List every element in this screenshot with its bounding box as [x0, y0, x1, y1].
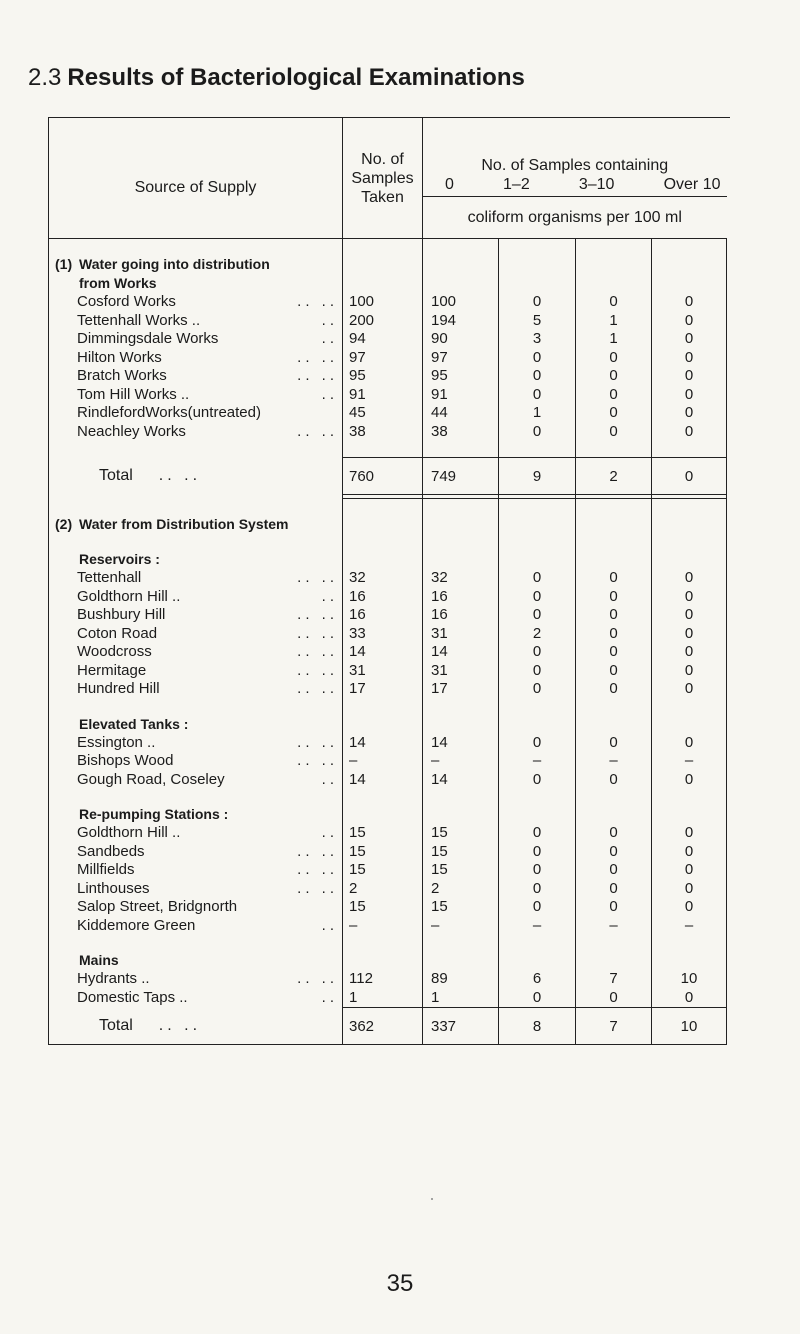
row-name: Sandbeds [77, 842, 145, 860]
header-col-0: 0 [445, 176, 454, 194]
cell-count-0: 15 [423, 898, 499, 917]
header-count-columns [423, 175, 727, 194]
table-row [49, 771, 727, 790]
cell-count-1-2: 0 [499, 386, 576, 405]
cell-count-0: 16 [423, 588, 499, 607]
cell-count-over-10: 0 [652, 643, 727, 662]
cell-count-3-10: 0 [576, 680, 652, 699]
cell-count-0: 2 [423, 880, 499, 899]
row-source [49, 606, 343, 625]
cell-count-0: 31 [423, 662, 499, 681]
cell-samples-taken: 91 [343, 386, 423, 405]
total-count-1-2: 9 [499, 458, 576, 495]
cell-count-3-10: 0 [576, 989, 652, 1008]
row-source [49, 771, 343, 790]
cell-count-1-2: 5 [499, 312, 576, 331]
cell-count-1-2: 0 [499, 843, 576, 862]
cell-count-3-10: 0 [576, 898, 652, 917]
total-label [49, 458, 343, 495]
spacer-row [49, 699, 727, 715]
cell-count-3-10: 0 [576, 824, 652, 843]
cell-count-1-2: 6 [499, 970, 576, 989]
row-source [49, 752, 343, 771]
cell-samples-taken: 16 [343, 588, 423, 607]
row-source [49, 588, 343, 607]
row-name: Linthouses [77, 879, 150, 897]
row-leader-dots: .. .. [297, 422, 338, 440]
row-name: Neachley Works [77, 422, 186, 440]
table-row [49, 898, 727, 917]
table-row [49, 349, 727, 368]
row-name: Salop Street, Bridgnorth [77, 898, 238, 915]
cell-samples-taken: 14 [343, 771, 423, 790]
section-2-number: (2) [55, 516, 73, 532]
cell-samples-taken: 38 [343, 423, 423, 442]
row-name: Bushbury Hill [77, 606, 166, 623]
table-row [49, 970, 727, 989]
page-title [28, 64, 525, 92]
cell-count-over-10: 0 [652, 312, 727, 331]
row-name: Bratch Works [77, 367, 167, 384]
row-name: Woodcross [77, 643, 152, 660]
cell-count-0: 38 [423, 423, 499, 442]
cell-count-over-10: 0 [652, 367, 727, 386]
row-name: Dimmingsdale Works [77, 330, 219, 347]
cell-count-1-2: 0 [499, 880, 576, 899]
header-taken-line1: No. of [361, 150, 404, 168]
cell-count-0: 14 [423, 771, 499, 790]
mains-heading: Mains [79, 952, 119, 968]
cell-samples-taken: 45 [343, 404, 423, 423]
cell-count-3-10: 0 [576, 843, 652, 862]
total-label [49, 1008, 343, 1045]
cell-count-over-10: 0 [652, 386, 727, 405]
row-source [49, 423, 343, 442]
cell-samples-taken: 16 [343, 606, 423, 625]
total-count-0: 337 [423, 1008, 499, 1045]
cell-count-3-10: 1 [576, 312, 652, 331]
total-samples-taken: 760 [343, 458, 423, 495]
cell-count-over-10: – [652, 752, 727, 771]
cell-count-1-2: 0 [499, 898, 576, 917]
table-row [49, 404, 727, 423]
row-source [49, 989, 343, 1008]
cell-count-over-10: 0 [652, 662, 727, 681]
total-row [49, 1008, 727, 1045]
row-source [49, 386, 343, 405]
cell-count-1-2: 0 [499, 824, 576, 843]
cell-count-3-10: 7 [576, 970, 652, 989]
header-col-over-10: Over 10 [663, 176, 721, 194]
table-row [49, 643, 727, 662]
table-row [49, 423, 727, 442]
total-count-3-10: 2 [576, 458, 652, 495]
table-body [49, 239, 727, 1045]
row-name: Hilton Works [77, 348, 162, 366]
cell-samples-taken: 33 [343, 625, 423, 644]
table-row [49, 606, 727, 625]
section-1-title: Water going into distribution [79, 256, 270, 272]
table-row [49, 330, 727, 349]
cell-count-3-10: 0 [576, 386, 652, 405]
row-name: Millfields [77, 861, 135, 878]
cell-count-over-10: 0 [652, 989, 727, 1008]
repumping-heading: Re-pumping Stations : [79, 806, 229, 822]
cell-count-3-10: 0 [576, 771, 652, 790]
cell-count-over-10: 0 [652, 898, 727, 917]
table-row [49, 293, 727, 312]
row-source [49, 569, 343, 588]
row-name: Goldthorn Hill .. [77, 587, 181, 605]
row-leader-dots: .. [321, 385, 338, 403]
total-text: Total [99, 1016, 133, 1034]
row-source [49, 312, 343, 331]
header-samples-containing [423, 118, 727, 197]
cell-count-0: 16 [423, 606, 499, 625]
section-title: Results of Bacteriological Examinations [67, 64, 525, 91]
row-source [49, 643, 343, 662]
cell-count-0: 15 [423, 843, 499, 862]
cell-count-0: 91 [423, 386, 499, 405]
table-row [49, 824, 727, 843]
cell-samples-taken: 1 [343, 989, 423, 1008]
section-2-title: Water from Distribution System [79, 516, 289, 532]
tanks-heading-row [49, 715, 727, 734]
cell-count-0: 100 [423, 293, 499, 312]
total-count-1-2: 8 [499, 1008, 576, 1045]
results-table [48, 118, 727, 1045]
cell-count-1-2: 0 [499, 771, 576, 790]
row-leader-dots: .. .. [297, 879, 338, 897]
cell-count-0: 194 [423, 312, 499, 331]
section-1-number: (1) [55, 256, 73, 272]
cell-samples-taken: 31 [343, 662, 423, 681]
spacer-row [49, 239, 727, 256]
cell-count-0: 15 [423, 824, 499, 843]
cell-count-0: – [423, 917, 499, 936]
row-leader-dots: .. [321, 824, 338, 841]
spacer-row [49, 534, 727, 550]
cell-samples-taken: 100 [343, 293, 423, 312]
cell-samples-taken: 15 [343, 898, 423, 917]
cell-count-1-2: 1 [499, 404, 576, 423]
cell-count-1-2: – [499, 752, 576, 771]
row-source [49, 404, 343, 423]
cell-samples-taken: 15 [343, 843, 423, 862]
cell-count-1-2: 2 [499, 625, 576, 644]
cell-count-0: 97 [423, 349, 499, 368]
row-leader-dots: .. [321, 587, 338, 605]
row-leader-dots: .. [321, 330, 338, 347]
row-name: Coton Road [77, 624, 158, 642]
row-source [49, 680, 343, 699]
cell-count-over-10: 0 [652, 625, 727, 644]
cell-samples-taken: 14 [343, 734, 423, 753]
row-name: Domestic Taps .. [77, 988, 188, 1006]
cell-count-3-10: – [576, 752, 652, 771]
cell-count-0: 14 [423, 643, 499, 662]
row-leader-dots: .. .. [297, 970, 338, 987]
total-dots: .. .. [158, 467, 202, 484]
cell-count-3-10: 0 [576, 569, 652, 588]
cell-count-1-2: 0 [499, 861, 576, 880]
row-leader-dots: .. .. [297, 643, 338, 660]
cell-count-1-2: 0 [499, 569, 576, 588]
cell-count-1-2: 0 [499, 423, 576, 442]
row-name: Hydrants .. [77, 970, 150, 987]
reservoirs-heading-row [49, 550, 727, 569]
row-name: Tom Hill Works .. [77, 385, 190, 403]
row-source [49, 898, 343, 917]
spacer-row [49, 935, 727, 951]
header-unit: coliform organisms per 100 ml [423, 197, 727, 239]
row-leader-dots: .. .. [297, 624, 338, 642]
table-row [49, 569, 727, 588]
cell-count-3-10: 0 [576, 349, 652, 368]
cell-count-1-2: – [499, 917, 576, 936]
cell-count-0: 90 [423, 330, 499, 349]
cell-count-1-2: 0 [499, 349, 576, 368]
row-leader-dots [338, 404, 342, 423]
cell-count-over-10: 0 [652, 349, 727, 368]
row-leader-dots: .. [321, 770, 338, 788]
table-row [49, 861, 727, 880]
row-name: Tettenhall Works .. [77, 311, 201, 329]
row-leader-dots: .. .. [297, 569, 338, 586]
cell-count-3-10: 0 [576, 625, 652, 644]
total-count-3-10: 7 [576, 1008, 652, 1045]
row-leader-dots: .. .. [297, 293, 338, 310]
row-source [49, 970, 343, 989]
cell-count-3-10: 0 [576, 662, 652, 681]
row-source [49, 861, 343, 880]
total-count-0: 749 [423, 458, 499, 495]
cell-samples-taken: 200 [343, 312, 423, 331]
cell-count-3-10: 0 [576, 404, 652, 423]
cell-count-3-10: 0 [576, 880, 652, 899]
row-leader-dots: .. [321, 916, 338, 934]
cell-count-0: 1 [423, 989, 499, 1008]
cell-count-over-10: 0 [652, 843, 727, 862]
cell-count-over-10: 0 [652, 861, 727, 880]
table-row [49, 312, 727, 331]
table-row [49, 588, 727, 607]
row-leader-dots: .. [321, 988, 338, 1006]
table-row [49, 880, 727, 899]
table-row [49, 386, 727, 405]
table-row [49, 367, 727, 386]
mains-heading-row [49, 951, 727, 970]
cell-samples-taken: 17 [343, 680, 423, 699]
row-source [49, 330, 343, 349]
cell-count-1-2: 0 [499, 680, 576, 699]
row-name: Hermitage [77, 661, 147, 679]
spacer-row [49, 499, 727, 516]
cell-count-over-10: 0 [652, 771, 727, 790]
page-number: 35 [386, 1270, 414, 1297]
row-name: Goldthorn Hill .. [77, 824, 181, 841]
cell-count-3-10: 0 [576, 423, 652, 442]
row-source [49, 367, 343, 386]
cell-count-over-10: 0 [652, 680, 727, 699]
row-source [49, 293, 343, 312]
row-leader-dots: .. .. [297, 733, 338, 751]
cell-count-1-2: 0 [499, 293, 576, 312]
cell-count-0: 44 [423, 404, 499, 423]
header-col-3-10: 3–10 [578, 176, 615, 194]
table-row [49, 752, 727, 771]
cell-samples-taken: 14 [343, 643, 423, 662]
total-count-over-10: 0 [652, 458, 727, 495]
section-1-heading [49, 255, 727, 274]
section-number: 2.3 [28, 64, 62, 91]
cell-count-0: 17 [423, 680, 499, 699]
table-row [49, 734, 727, 753]
cell-count-0: 95 [423, 367, 499, 386]
section-1-heading-line2 [49, 274, 727, 293]
header-col-1-2: 1–2 [503, 176, 530, 194]
cell-count-3-10: 0 [576, 588, 652, 607]
total-samples-taken: 362 [343, 1008, 423, 1045]
reservoirs-heading: Reservoirs : [79, 551, 160, 567]
row-source [49, 880, 343, 899]
cell-count-1-2: 0 [499, 662, 576, 681]
cell-count-3-10: 1 [576, 330, 652, 349]
cell-count-3-10: 0 [576, 367, 652, 386]
cell-count-1-2: 0 [499, 734, 576, 753]
cell-samples-taken: 112 [343, 970, 423, 989]
row-leader-dots: .. .. [297, 661, 338, 679]
cell-count-1-2: 0 [499, 643, 576, 662]
cell-count-3-10: 0 [576, 643, 652, 662]
row-leader-dots: .. .. [297, 348, 338, 366]
cell-count-3-10: 0 [576, 734, 652, 753]
row-leader-dots: .. .. [297, 861, 338, 878]
cell-count-0: – [423, 752, 499, 771]
cell-count-over-10: 10 [652, 970, 727, 989]
row-name: Kiddemore Green [77, 916, 196, 934]
row-leader-dots: .. .. [297, 606, 338, 623]
row-name: RindlefordWorks(untreated) [77, 404, 261, 421]
row-name: Gough Road, Coseley [77, 770, 225, 788]
table-row [49, 662, 727, 681]
cell-count-3-10: 0 [576, 861, 652, 880]
header-samples-taken [343, 118, 423, 239]
cell-samples-taken: 95 [343, 367, 423, 386]
row-name: Cosford Works [77, 293, 176, 310]
cell-count-1-2: 0 [499, 989, 576, 1008]
cell-count-0: 31 [423, 625, 499, 644]
cell-samples-taken: 15 [343, 824, 423, 843]
header-taken-line2: Samples [351, 169, 414, 187]
row-source [49, 662, 343, 681]
spacer-row [49, 789, 727, 805]
row-leader-dots: .. [321, 311, 338, 329]
table-row [49, 917, 727, 936]
row-name: Bishops Wood [77, 752, 174, 769]
cell-samples-taken: 2 [343, 880, 423, 899]
cell-samples-taken: 97 [343, 349, 423, 368]
cell-count-0: 14 [423, 734, 499, 753]
cell-count-over-10: 0 [652, 404, 727, 423]
repumping-heading-row [49, 805, 727, 824]
cell-count-over-10: – [652, 917, 727, 936]
row-source [49, 349, 343, 368]
section-2-heading [49, 515, 727, 534]
table-row [49, 680, 727, 699]
row-source [49, 917, 343, 936]
row-leader-dots: .. .. [297, 842, 338, 860]
cell-count-over-10: 0 [652, 880, 727, 899]
row-name: Hundred Hill [77, 680, 160, 697]
total-dots: .. .. [158, 1016, 202, 1034]
cell-count-over-10: 0 [652, 824, 727, 843]
row-leader-dots: .. .. [297, 680, 338, 697]
cell-count-0: 32 [423, 569, 499, 588]
header-group-label: No. of Samples containing [481, 157, 669, 175]
cell-count-3-10: 0 [576, 293, 652, 312]
cell-count-0: 15 [423, 861, 499, 880]
row-leader-dots [338, 898, 342, 917]
cell-samples-taken: 15 [343, 861, 423, 880]
cell-count-1-2: 0 [499, 367, 576, 386]
header-source-of-supply: Source of Supply [49, 118, 343, 239]
row-source [49, 625, 343, 644]
cell-count-3-10: 0 [576, 606, 652, 625]
cell-samples-taken: 94 [343, 330, 423, 349]
row-name: Essington .. [77, 733, 156, 751]
cell-count-1-2: 3 [499, 330, 576, 349]
cell-count-over-10: 0 [652, 330, 727, 349]
cell-count-over-10: 0 [652, 569, 727, 588]
section-1-title-line2: from Works [79, 275, 157, 291]
cell-count-1-2: 0 [499, 588, 576, 607]
table-row [49, 625, 727, 644]
table-row [49, 989, 727, 1008]
cell-count-over-10: 0 [652, 293, 727, 312]
row-source [49, 824, 343, 843]
print-speck [431, 1198, 433, 1200]
row-name: Tettenhall [77, 569, 142, 586]
row-leader-dots: .. .. [297, 752, 338, 769]
cell-count-over-10: 0 [652, 423, 727, 442]
total-row [49, 458, 727, 495]
cell-count-1-2: 0 [499, 606, 576, 625]
tanks-heading: Elevated Tanks : [79, 715, 189, 732]
cell-count-over-10: 0 [652, 588, 727, 607]
cell-count-0: 89 [423, 970, 499, 989]
spacer-row [49, 441, 727, 458]
row-source [49, 843, 343, 862]
total-text: Total [99, 467, 133, 484]
row-source [49, 734, 343, 753]
total-count-over-10: 10 [652, 1008, 727, 1045]
cell-samples-taken: – [343, 752, 423, 771]
cell-count-over-10: 0 [652, 734, 727, 753]
header-taken-line3: Taken [361, 188, 404, 206]
cell-samples-taken: 32 [343, 569, 423, 588]
cell-samples-taken: – [343, 917, 423, 936]
cell-count-over-10: 0 [652, 606, 727, 625]
cell-count-3-10: – [576, 917, 652, 936]
table-row [49, 843, 727, 862]
row-leader-dots: .. .. [297, 367, 338, 384]
